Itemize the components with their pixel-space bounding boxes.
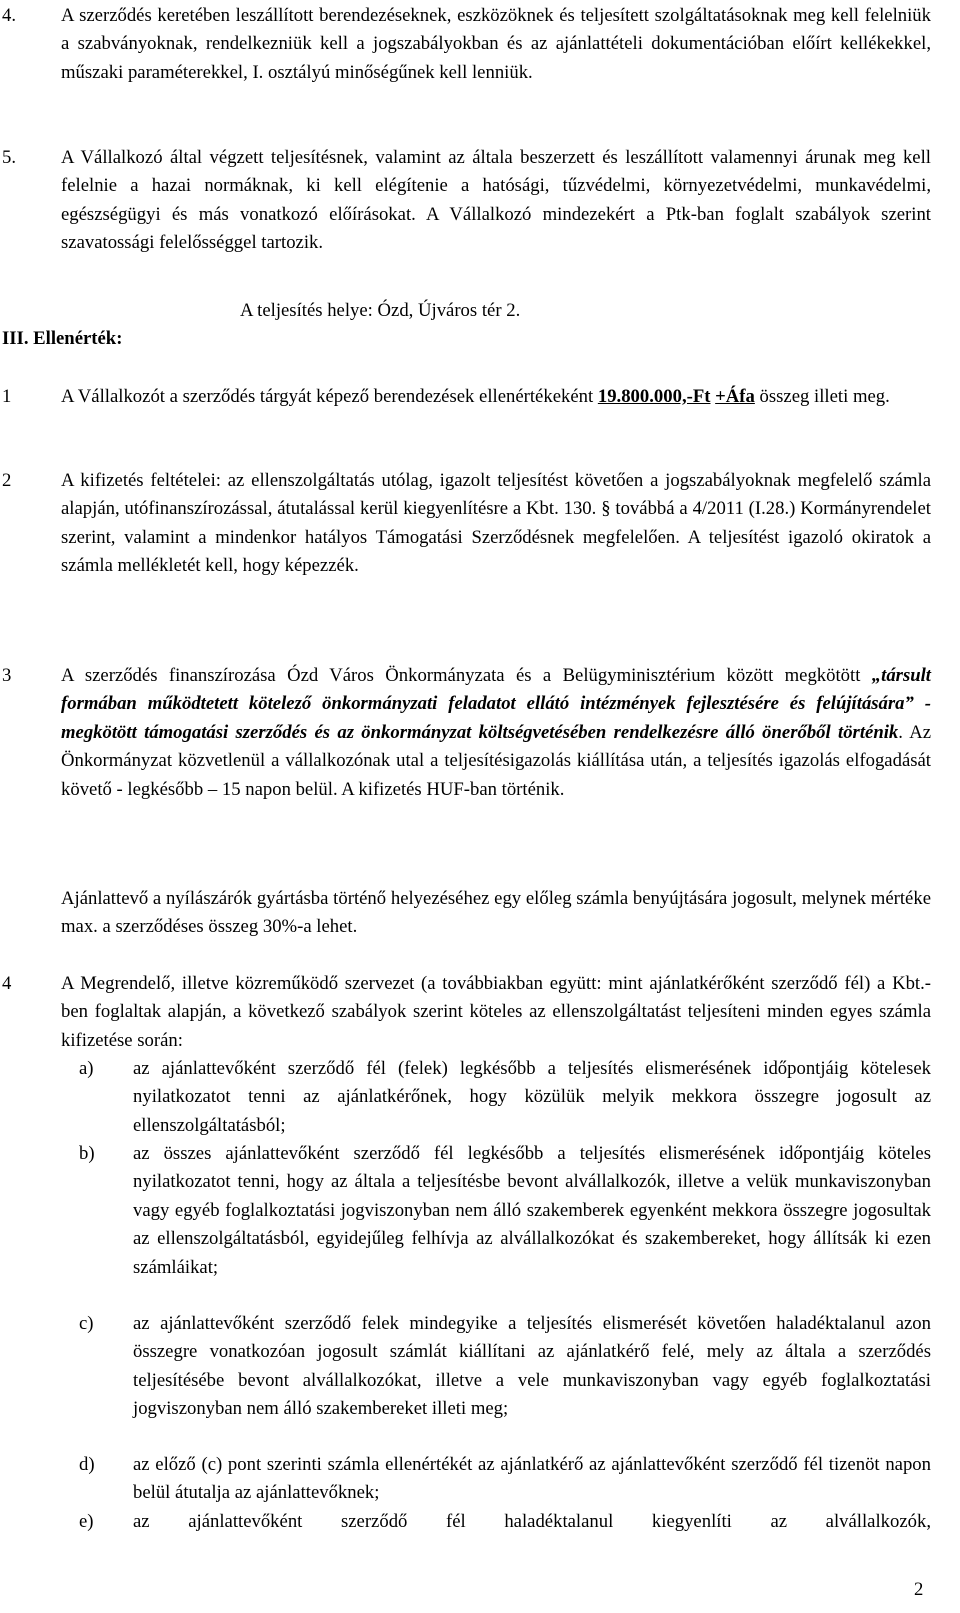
subitem-label: d) (79, 1454, 95, 1475)
item-number: 3 (2, 665, 12, 686)
item-4: A Megrendelő, illetve közreműködő szervezet (a továbbiakban együtt: mint ajánlatkérőként szerződő fél) a Kbt.-ben foglaltak alapján, a következő szabályok szerint köteles az ellenszolgáltatást teljesíteni minden egyes számla kifizetése során: (61, 973, 931, 1051)
item-3-text: A szerződés finanszírozása Ózd Város Önkormányzata és a Belügyminisztérium között megkötött (61, 665, 872, 686)
item-3-text-end: . Az Önkormányzat közvetlenül a vállalkozónak utal a teljesítésigazolás kiállítása után, a teljesítés igazolás elfogadását követő - legkésőbb – 15 napon belül. A kifizetés HUF-ban történik. (61, 721, 931, 800)
item-number: 1 (2, 386, 12, 407)
subitem-d: az előző (c) pont szerinti számla ellenértékét az ajánlatkérő az ajánlattevőként szerződő fél tizenöt napon belül átutalja az ajánlattevőknek; (133, 1454, 931, 1504)
paragraph-number: 4. (2, 5, 17, 26)
item-1 (61, 383, 931, 411)
subitem-b: az összes ajánlattevőként szerződő fél legkésőbb a teljesítés elismerésének időpontjáig köteles nyilatkozatot tenni, hogy az általa a teljesítésbe bevont alvállalkozók, illetve a velük munkaviszonyban vagy egyéb foglalkoztatási jogviszonyban nem álló szakemberek egyenként mekkora összegre jogosultak az ellenszolgáltatásból, egyidejűleg felhívja az alvállalkozókat és szakembereket, hogy állítsák ki ezen számláikat; (133, 1143, 931, 1278)
item-3 (61, 662, 931, 804)
contract-amount: 19.800.000,-Ft (597, 386, 711, 407)
item-number: 4 (2, 973, 12, 994)
subitem-label: a) (79, 1058, 94, 1079)
paragraph-4: A szerződés keretében leszállított berendezéseknek, eszközöknek és teljesített szolgáltatásoknak meg kell felelniük a szabványoknak, rendelkezniük kell a jogszabályokban és az ajánlattételi dokumentációban előírt kellékekkel, műszaki paraméterekkel, I. osztályú minőségűnek kell lenniük. (61, 5, 931, 83)
advance-payment-paragraph: Ajánlattevő a nyílászárók gyártásba történő helyezéséhez egy előleg számla benyújtására jogosult, melynek mértéke max. a szerződéses összeg 30%-a lehet. (61, 888, 931, 938)
grant-agreement-emphasis: „társult formában működtetett kötelező önkormányzati feladatot ellátó intézmények fejlesztésére és felújítására” - megkötött támogatási szerződés és az önkormányzat költségvetésében rendelkezésre álló önerőből történik (61, 665, 931, 743)
subitem-e: az ajánlattevőként szerződő fél haladéktalanul kiegyenlíti az alvállalkozók, (133, 1511, 931, 1532)
subitem-c: az ajánlattevőként szerződő felek mindegyike a teljesítés elismerését követően haladéktalanul azon összegre vonatkozóan jogosult számlát kiállítani az ajánlatkérő felé, mely az általa a szerződés teljesítésébe bevont alvállalkozókat, illetve a vele munkaviszonyban vagy egyéb foglalkoztatási jogviszonyban nem álló szakembereket illeti meg; (133, 1313, 931, 1420)
section-heading: III. Ellenérték: (2, 328, 123, 349)
page-number: 2 (914, 1579, 924, 1600)
vat-label: +Áfa (715, 386, 755, 407)
subitem-label: b) (79, 1143, 95, 1164)
subitem-label: e) (79, 1511, 94, 1532)
paragraph-5: A Vállalkozó által végzett teljesítésnek, valamint az általa beszerzett és leszállított valamennyi árunak meg kell felelnie a hazai normáknak, ki kell elégítenie a hatósági, tűzvédelmi, környezetvédelmi, munkavédelmi, egészségügyi és más vonatkozó előírásokat. A Vállalkozó mindezekért a Ptk-ban foglalt szabályok szerint szavatossági felelősséggel tartozik. (61, 147, 931, 254)
subitem-label: c) (79, 1313, 94, 1334)
item-2: A kifizetés feltételei: az ellenszolgáltatás utólag, igazolt teljesítést követően a jogszabályoknak megfelelő számla alapján, utófinanszírozással, átutalással kerül kiegyenlítésre a Kbt. 130. § továbbá a 4/2011 (I.28.) Kormányrendelet szerint, valamint a mindenkor hatályos Támogatási Szerződésnek megfelelően. A teljesítést igazoló okiratok a számla mellékletét kell, hogy képezzék. (61, 470, 931, 577)
subitem-a: az ajánlattevőként szerződő fél (felek) legkésőbb a teljesítés elismerésének időpontjáig kötelesek nyilatkozatot tenni az ajánlatkérőnek, hogy közülük melyik mekkora összegre jogosult az ellenszolgáltatásból; (133, 1058, 931, 1136)
item-1-text: A Vállalkozót a szerződés tárgyát képező berendezések ellenértékeként (61, 386, 598, 407)
paragraph-number: 5. (2, 147, 17, 168)
performance-place: A teljesítés helye: Ózd, Újváros tér 2. (240, 300, 521, 321)
item-number: 2 (2, 470, 12, 491)
item-1-text-end: összeg illeti meg. (754, 386, 890, 407)
